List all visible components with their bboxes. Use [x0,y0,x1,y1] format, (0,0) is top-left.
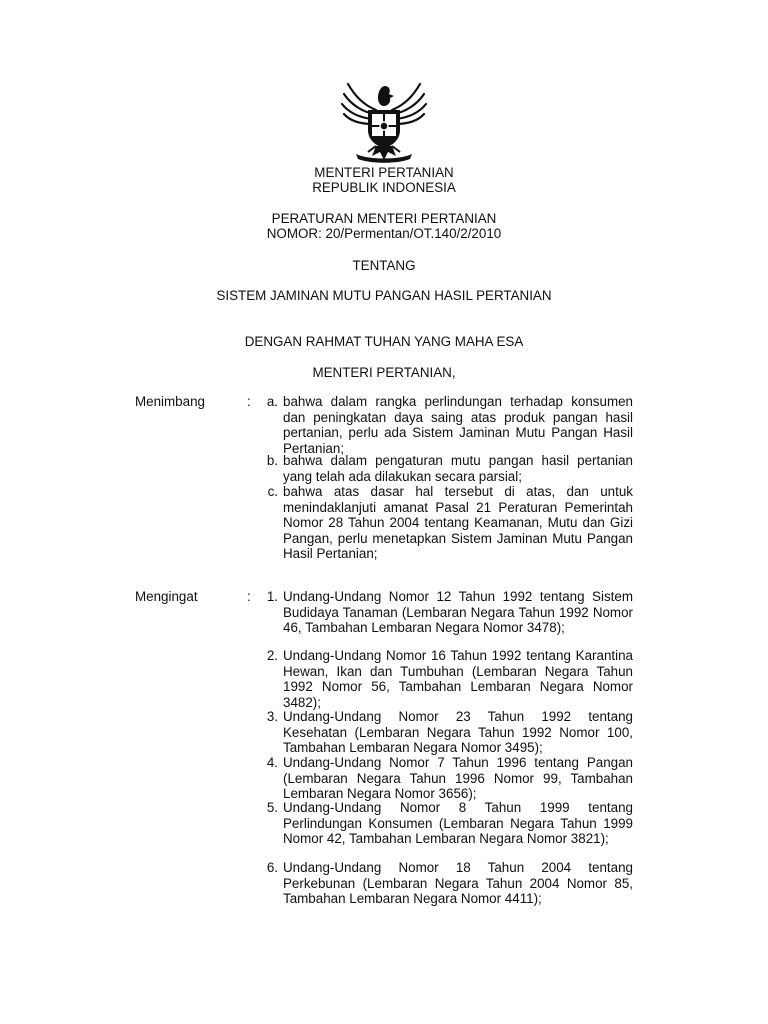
list-marker: 2. [266,648,278,663]
menimbang-colon: : [247,394,251,409]
list-item [252,394,633,456]
list-item [252,709,633,756]
list-item [252,800,633,847]
list-marker: 6. [266,860,278,875]
mengingat-label: Mengingat [135,589,198,604]
list-marker: 1. [266,589,278,604]
list-marker: 4. [266,755,278,770]
list-item [252,484,633,562]
country-title: REPUBLIK INDONESIA [312,180,456,195]
list-item [252,589,633,636]
list-item-text: bahwa atas dasar hal tersebut di atas, dan untuk menindaklanjuti amanat Pasal 21 Peraturan Pemerintah Nomor 28 Tahun 2004 tentang Keamanan, Mutu dan Gizi Pangan, perlu menetapkan Sistem Jaminan Mutu Pangan Hasil Pertanian; [283,484,633,562]
list-item-text: Undang-Undang Nomor 16 Tahun 1992 tentang Karantina Hewan, Ikan dan Tumbuhan (Lembaran Negara Tahun 1992 Nomor 56, Tambahan Lembaran Negara Nomor 3482); [283,648,633,710]
list-marker: a. [266,394,278,409]
mengingat-colon: : [247,589,251,604]
list-item-text: Undang-Undang Nomor 8 Tahun 1999 tentang Perlindungan Konsumen (Lembaran Negara Tahun 1999 Nomor 42, Tambahan Lembaran Negara Nomor 3821); [283,800,633,847]
list-item-text: Undang-Undang Nomor 23 Tahun 1992 tentang Kesehatan (Lembaran Negara Tahun 1992 Nomor 100, Tambahan Lembaran Negara Nomor 3495); [283,709,633,756]
list-marker: b. [266,453,278,468]
list-marker: c. [267,484,278,499]
preamble-line: DENGAN RAHMAT TUHAN YANG MAHA ESA [244,334,524,349]
regulation-subject: SISTEM JAMINAN MUTU PANGAN HASIL PERTANIAN [216,288,552,303]
list-item [252,860,633,907]
about-heading: TENTANG [352,258,416,273]
list-item-text: Undang-Undang Nomor 7 Tahun 1996 tentang Pangan (Lembaran Negara Tahun 1996 Nomor 99, Tambahan Lembaran Negara Nomor 3656); [283,755,633,802]
list-item-text: bahwa dalam pengaturan mutu pangan hasil pertanian yang telah ada dilakukan secara parsial; [283,453,633,484]
list-marker: 5. [266,800,278,815]
list-item [252,648,633,710]
issuer-line: MENTERI PERTANIAN, [312,365,456,380]
list-item-text: Undang-Undang Nomor 18 Tahun 2004 tentang Perkebunan (Lembaran Negara Tahun 2004 Nomor 85, Tambahan Lembaran Negara Nomor 4411); [283,860,633,907]
list-item [252,755,633,802]
ministry-title: MENTERI PERTANIAN [314,165,454,180]
list-marker: 3. [266,709,278,724]
regulation-number: NOMOR: 20/Permentan/OT.140/2/2010 [266,226,502,241]
garuda-emblem-icon [338,80,430,164]
list-item [252,453,633,484]
list-item-text: Undang-Undang Nomor 12 Tahun 1992 tentang Sistem Budidaya Tanaman (Lembaran Negara Tahun 1992 Nomor 46, Tambahan Lembaran Negara Nomor 3478); [283,589,633,636]
list-item-text: bahwa dalam rangka perlindungan terhadap konsumen dan peningkatan daya saing atas produk pangan hasil pertanian, perlu ada Sistem Jaminan Mutu Pangan Hasil Pertanian; [283,394,633,456]
regulation-title: PERATURAN MENTERI PERTANIAN [271,211,497,226]
menimbang-label: Menimbang [135,394,205,409]
